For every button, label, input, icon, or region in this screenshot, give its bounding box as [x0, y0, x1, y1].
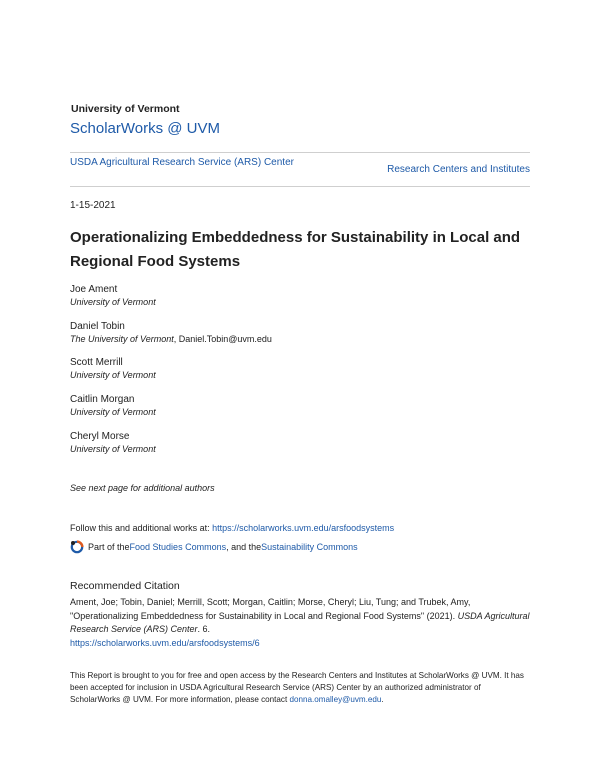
author-email: , Daniel.Tobin@uvm.edu: [173, 334, 272, 344]
author-affiliation: The University of Vermont: [70, 334, 174, 344]
food-studies-commons-link[interactable]: Food Studies Commons: [129, 542, 227, 552]
follow-url-link[interactable]: https://scholarworks.uvm.edu/arsfoodsystems: [212, 523, 395, 533]
footer-text: This Report is brought to you for free and open access by the Research Centers and Institutes at ScholarWorks @ UVM. It has been accepted for inclusion in USDA Agricultural Research Service (ARS) Center by an authorized administrator of ScholarWorks @ UVM. For more information, please contact: [70, 671, 524, 704]
author-entry: [70, 320, 272, 346]
footer-notice: [70, 670, 532, 706]
divider-bottom: [70, 186, 530, 187]
author-affiliation: University of Vermont: [70, 407, 156, 417]
citation-url-link[interactable]: https://scholarworks.uvm.edu/arsfoodsystems/6: [70, 637, 260, 648]
author-name: Joe Ament: [70, 284, 118, 295]
author-affiliation: University of Vermont: [70, 444, 156, 454]
author-name: Daniel Tobin: [70, 321, 125, 332]
author-entry: [70, 356, 156, 382]
collection-link-ars[interactable]: USDA Agricultural Research Service (ARS) Center: [70, 157, 294, 168]
author-entry: [70, 393, 156, 419]
footer-end: .: [381, 695, 384, 704]
divider-top: [70, 152, 530, 153]
author-name: Cheryl Morse: [70, 431, 130, 442]
author-name: Caitlin Morgan: [70, 394, 135, 405]
author-name: Scott Merrill: [70, 357, 123, 368]
author-entry: [70, 430, 156, 456]
author-entry: [70, 283, 156, 309]
citation-journal: USDA Agricultural Research Service (ARS) Center: [70, 610, 530, 634]
network-commons-icon: [70, 540, 84, 554]
part-of-middle: , and the: [226, 542, 262, 552]
collection-link-research-centers[interactable]: Research Centers and Institutes: [387, 164, 530, 175]
citation-body: [70, 596, 530, 650]
institution-name: University of Vermont: [71, 103, 180, 115]
part-of-line: [70, 540, 358, 554]
publication-date: 1-15-2021: [70, 200, 116, 211]
citation-number: . 6.: [197, 624, 211, 634]
citation-text: Ament, Joe; Tobin, Daniel; Merrill, Scott; Morgan, Caitlin; Morse, Cheryl; Liu, Tung; and Trubek, Amy, "Operationalizing Embeddedness for Sustainability in Local and Regional Food Systems" (2021).: [70, 597, 471, 621]
repository-link[interactable]: ScholarWorks @ UVM: [70, 120, 220, 137]
author-affiliation: University of Vermont: [70, 370, 156, 380]
contact-email-link[interactable]: donna.omalley@uvm.edu: [289, 695, 382, 704]
author-affiliation: University of Vermont: [70, 297, 156, 307]
follow-text: Follow this and additional works at:: [70, 523, 213, 533]
sustainability-commons-link[interactable]: Sustainability Commons: [261, 542, 358, 552]
citation-heading: Recommended Citation: [70, 580, 180, 592]
follow-line: [70, 523, 394, 533]
document-title: Operationalizing Embeddedness for Sustainability in Local and Regional Food Systems: [70, 229, 521, 270]
part-of-prefix: Part of the: [88, 542, 130, 552]
additional-authors-note: See next page for additional authors: [70, 483, 215, 493]
